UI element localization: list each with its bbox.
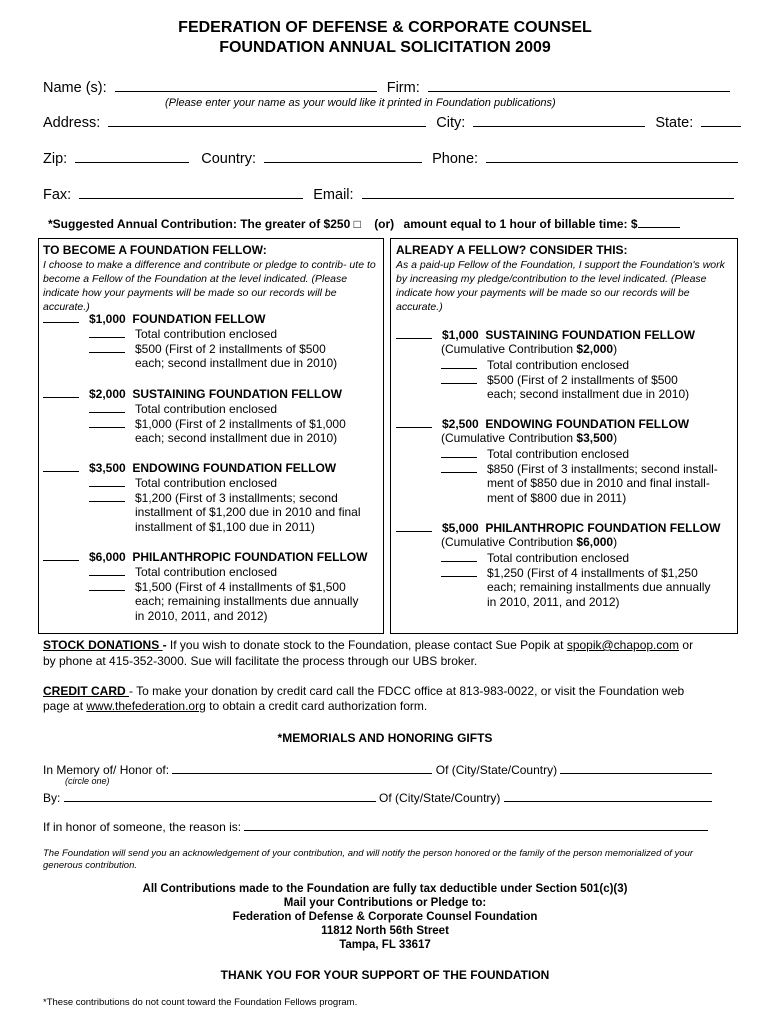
left-level-3500-blank[interactable] bbox=[43, 460, 79, 472]
option-text: Total contribution enclosed bbox=[487, 447, 630, 461]
billable-amount-field[interactable] bbox=[638, 216, 680, 228]
email-label: Email: bbox=[313, 187, 354, 203]
option-text: $500 (First of 2 installments of $500 bbox=[487, 373, 678, 387]
stock-email-link[interactable]: spopik@chapop.com bbox=[566, 638, 680, 652]
by-location-field[interactable] bbox=[504, 790, 712, 802]
left-level-2000-opt1 bbox=[89, 401, 277, 417]
state-label: State: bbox=[655, 115, 694, 131]
right-level-2500-opt2 bbox=[441, 461, 718, 477]
address-label: Address: bbox=[43, 115, 101, 131]
right-level-5000-opt1 bbox=[441, 550, 629, 566]
by-row bbox=[43, 790, 712, 805]
footer-line-5: Tampa, FL 33617 bbox=[339, 939, 431, 951]
option-blank[interactable] bbox=[441, 372, 477, 384]
right-level-2500-opt1 bbox=[441, 446, 629, 462]
suggested-checkbox[interactable]: □ bbox=[353, 217, 361, 231]
right-level-1000-blank[interactable] bbox=[396, 327, 432, 339]
stock-line-2: by phone at 415-352-3000. Sue will facilitate the process through our UBS broker. bbox=[43, 654, 478, 668]
footer-line-3: Federation of Defense & Corporate Counsel Foundation bbox=[232, 911, 538, 923]
foundation-web-link[interactable]: www.thefederation.org bbox=[86, 699, 206, 713]
option-blank[interactable] bbox=[441, 550, 477, 562]
option-text: Total contribution enclosed bbox=[135, 327, 278, 341]
left-level-title: FOUNDATION FELLOW bbox=[132, 312, 266, 326]
option-text: $1,000 (First of 2 installments of $1,000 bbox=[135, 417, 346, 431]
left-level-1000-opt2 bbox=[89, 341, 326, 357]
left-level-3500 bbox=[43, 460, 336, 476]
memorials-heading: *MEMORIALS AND HONORING GIFTS bbox=[277, 731, 493, 745]
right-level-title: SUSTAINING FOUNDATION FELLOW bbox=[485, 328, 695, 342]
right-level-title: PHILANTHROPIC FOUNDATION FELLOW bbox=[485, 521, 721, 535]
option-blank[interactable] bbox=[441, 357, 477, 369]
memory-of-label: Of (City/State/Country) bbox=[435, 763, 558, 777]
city-label: City: bbox=[436, 115, 466, 131]
left-level-title: ENDOWING FOUNDATION FELLOW bbox=[132, 461, 337, 475]
name-row bbox=[43, 77, 730, 96]
right-box-heading: ALREADY A FELLOW? CONSIDER THIS: bbox=[396, 243, 628, 257]
option-blank[interactable] bbox=[89, 401, 125, 413]
left-level-6000-blank[interactable] bbox=[43, 549, 79, 561]
option-blank[interactable] bbox=[89, 341, 125, 353]
firm-field[interactable] bbox=[428, 77, 730, 92]
address-row bbox=[43, 112, 741, 131]
left-box-heading: TO BECOME A FOUNDATION FELLOW: bbox=[43, 243, 267, 257]
left-level-3500-opt1 bbox=[89, 475, 277, 491]
left-level-2000 bbox=[43, 386, 342, 402]
option-blank[interactable] bbox=[89, 475, 125, 487]
option-text: Total contribution enclosed bbox=[135, 402, 278, 416]
right-level-5000-blank[interactable] bbox=[396, 520, 432, 532]
right-level-1000-opt2 bbox=[441, 372, 678, 388]
cum-suffix: ) bbox=[613, 342, 618, 356]
credit-line-2 bbox=[43, 699, 427, 713]
option-text-cont: in 2010, 2011, and 2012) bbox=[135, 609, 268, 623]
left-level-1000-blank[interactable] bbox=[43, 311, 79, 323]
option-text-cont: ment of $850 due in 2010 and final install- bbox=[487, 476, 710, 490]
right-level-amount: $2,500 bbox=[442, 417, 479, 431]
suggested-alt: amount equal to 1 hour of billable time: $ bbox=[403, 217, 638, 231]
city-field[interactable] bbox=[473, 112, 645, 127]
name-label: Name (s): bbox=[43, 80, 107, 96]
fax-field[interactable] bbox=[79, 184, 303, 199]
right-level-2500 bbox=[396, 416, 689, 432]
left-level-1000-opt1 bbox=[89, 326, 277, 342]
credit-text: - To make your donation by credit card call the FDCC office at 813-983-0022, or visit the Foundation web bbox=[129, 684, 685, 698]
phone-label: Phone: bbox=[432, 151, 479, 167]
right-level-5000 bbox=[396, 520, 720, 536]
firm-label: Firm: bbox=[386, 80, 420, 96]
option-text-cont: each; remaining installments due annually bbox=[487, 580, 711, 594]
left-level-title: PHILANTHROPIC FOUNDATION FELLOW bbox=[132, 550, 368, 564]
footer-line-2: Mail your Contributions or Pledge to: bbox=[283, 897, 487, 909]
circle-one-note: (circle one) bbox=[65, 776, 110, 786]
option-blank[interactable] bbox=[89, 326, 125, 338]
memory-row bbox=[43, 762, 712, 777]
left-box-intro: I choose to make a difference and contribute or pledge to contrib- ute to become a Fellow of the Foundation at the level indicated. (Please indicate how your payments will be made so our records will be accurate.) bbox=[43, 259, 376, 313]
stock-text-or: or bbox=[679, 638, 694, 652]
credit-card bbox=[43, 684, 684, 698]
option-blank[interactable] bbox=[89, 579, 125, 591]
option-blank[interactable] bbox=[89, 416, 125, 428]
cum-prefix: (Cumulative Contribution bbox=[441, 535, 577, 549]
left-level-2000-blank[interactable] bbox=[43, 386, 79, 398]
fax-row bbox=[43, 184, 734, 203]
country-label: Country: bbox=[201, 151, 257, 167]
stock-text: If you wish to donate stock to the Foundation, please contact Sue Popik at bbox=[166, 638, 567, 652]
left-level-amount: $1,000 bbox=[89, 312, 126, 326]
country-field[interactable] bbox=[264, 148, 422, 163]
by-field[interactable] bbox=[64, 790, 376, 802]
state-field[interactable] bbox=[701, 112, 741, 127]
stock-donations bbox=[43, 638, 693, 652]
zip-field[interactable] bbox=[75, 148, 189, 163]
left-level-title: SUSTAINING FOUNDATION FELLOW bbox=[132, 387, 342, 401]
option-blank[interactable] bbox=[441, 461, 477, 473]
option-text: $1,250 (First of 4 installments of $1,250 bbox=[487, 566, 698, 580]
cum-suffix: ) bbox=[613, 535, 618, 549]
right-level-1000-cum bbox=[441, 342, 617, 357]
credit-label: CREDIT CARD bbox=[43, 684, 129, 698]
option-text: Total contribution enclosed bbox=[487, 358, 630, 372]
reason-label: If in honor of someone, the reason is: bbox=[43, 820, 242, 834]
right-level-title: ENDOWING FOUNDATION FELLOW bbox=[485, 417, 690, 431]
reason-row bbox=[43, 819, 708, 834]
by-of-label: Of (City/State/Country) bbox=[379, 791, 501, 805]
cum-value: $3,500 bbox=[576, 431, 614, 445]
option-text: Total contribution enclosed bbox=[487, 551, 630, 565]
left-level-1000 bbox=[43, 311, 265, 327]
footnote: *These contributions do not count toward the Foundation Fellows program. bbox=[43, 997, 358, 1008]
email-field[interactable] bbox=[362, 184, 734, 199]
option-blank[interactable] bbox=[89, 490, 125, 502]
option-text-cont: installment of $1,100 due in 2011) bbox=[135, 520, 315, 534]
left-level-amount: $2,000 bbox=[89, 387, 126, 401]
fax-label: Fax: bbox=[43, 187, 72, 203]
option-blank[interactable] bbox=[441, 565, 477, 577]
right-level-amount: $5,000 bbox=[442, 521, 479, 535]
option-text: Total contribution enclosed bbox=[135, 565, 278, 579]
name-note: (Please enter your name as your would like it printed in Foundation publications) bbox=[165, 97, 556, 109]
left-level-6000-opt1 bbox=[89, 564, 277, 580]
name-field[interactable] bbox=[115, 77, 377, 92]
credit-post: to obtain a credit card authorization form. bbox=[205, 699, 428, 713]
right-level-1000-opt1 bbox=[441, 357, 629, 373]
option-text-cont: each; remaining installments due annually bbox=[135, 594, 359, 608]
option-text-cont: each; second installment due in 2010) bbox=[135, 431, 338, 445]
option-blank[interactable] bbox=[89, 564, 125, 576]
suggested-or: (or) bbox=[374, 217, 395, 231]
left-level-6000-opt2 bbox=[89, 579, 346, 595]
option-text: Total contribution enclosed bbox=[135, 476, 278, 490]
right-level-amount: $1,000 bbox=[442, 328, 479, 342]
right-level-2500-blank[interactable] bbox=[396, 416, 432, 428]
footer-line-1: All Contributions made to the Foundation are fully tax deductible under Section 501(c)(3) bbox=[142, 883, 628, 895]
memory-field[interactable] bbox=[172, 762, 432, 774]
reason-field[interactable] bbox=[244, 819, 708, 831]
option-text-cont: ment of $800 due in 2011) bbox=[487, 491, 627, 505]
left-level-2000-opt2 bbox=[89, 416, 346, 432]
cum-prefix: (Cumulative Contribution bbox=[441, 342, 577, 356]
title-line-2: FOUNDATION ANNUAL SOLICITATION 2009 bbox=[219, 39, 551, 56]
right-level-2500-cum bbox=[441, 431, 617, 446]
option-blank[interactable] bbox=[441, 446, 477, 458]
credit-pre: page at bbox=[43, 699, 87, 713]
phone-field[interactable] bbox=[486, 148, 738, 163]
memory-location-field[interactable] bbox=[560, 762, 712, 774]
left-level-amount: $6,000 bbox=[89, 550, 126, 564]
option-text: $500 (First of 2 installments of $500 bbox=[135, 342, 326, 356]
suggested-contribution bbox=[48, 216, 680, 231]
option-text-cont: each; second installment due in 2010) bbox=[487, 387, 690, 401]
thank-you: THANK YOU FOR YOUR SUPPORT OF THE FOUNDATION bbox=[220, 968, 550, 982]
option-text: $1,200 (First of 3 installments; second bbox=[135, 491, 338, 505]
right-level-5000-cum bbox=[441, 535, 617, 550]
option-text-cont: installment of $1,200 due in 2010 and final bbox=[135, 505, 361, 519]
option-text-cont: each; second installment due in 2010) bbox=[135, 356, 338, 370]
memory-label: In Memory of/ Honor of: bbox=[43, 763, 170, 777]
cum-value: $6,000 bbox=[576, 535, 614, 549]
address-field[interactable] bbox=[108, 112, 426, 127]
left-level-3500-opt2 bbox=[89, 490, 338, 506]
footer-line-4: 11812 North 56th Street bbox=[321, 925, 449, 937]
stock-dash: - bbox=[162, 638, 167, 652]
zip-label: Zip: bbox=[43, 151, 68, 167]
left-level-amount: $3,500 bbox=[89, 461, 126, 475]
right-level-1000 bbox=[396, 327, 695, 343]
title-line-1: FEDERATION OF DEFENSE & CORPORATE COUNSEL bbox=[178, 19, 592, 36]
zip-row bbox=[43, 148, 738, 167]
option-text-cont: in 2010, 2011, and 2012) bbox=[487, 595, 620, 609]
option-text: $1,500 (First of 4 installments of $1,500 bbox=[135, 580, 346, 594]
cum-value: $2,000 bbox=[576, 342, 614, 356]
right-level-5000-opt2 bbox=[441, 565, 698, 581]
cum-prefix: (Cumulative Contribution bbox=[441, 431, 577, 445]
cum-suffix: ) bbox=[613, 431, 618, 445]
left-level-6000 bbox=[43, 549, 367, 565]
acknowledgement-note: The Foundation will send you an acknowledgement of your contribution, and will notify the person honored or the family of the person memorialized of your generous contribution. bbox=[43, 848, 694, 871]
by-label: By: bbox=[43, 791, 61, 805]
stock-label: STOCK DONATIONS bbox=[43, 638, 163, 652]
suggested-text: *Suggested Annual Contribution: The greater of $250 bbox=[48, 217, 351, 231]
option-text: $850 (First of 3 installments; second install- bbox=[487, 462, 718, 476]
right-box-intro: As a paid-up Fellow of the Foundation, I support the Foundation's work by increasing my pledge/contribution to the level indicated. (Please indicate how your payments will be made so our records will be accurate.) bbox=[396, 259, 725, 313]
